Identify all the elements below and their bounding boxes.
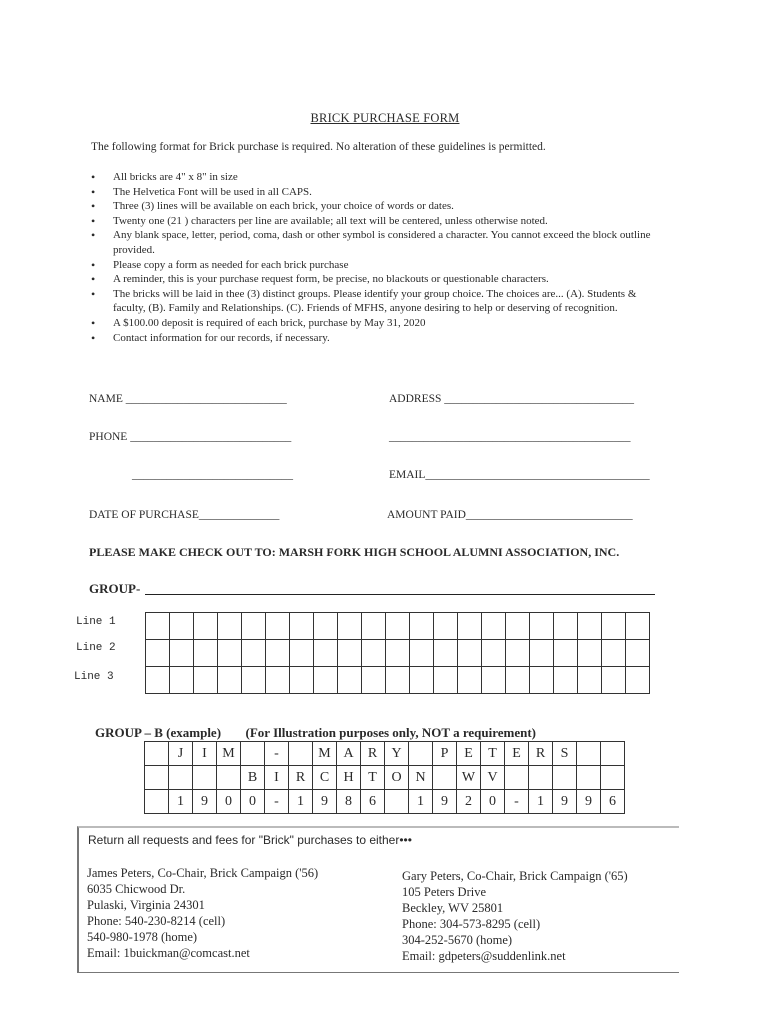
contact-line: 304-252-5670 (home) [402, 933, 513, 947]
example-cell [169, 766, 193, 790]
list-item: • Contact information for our records, if necessary. [91, 331, 671, 346]
example-cell [553, 766, 577, 790]
group-input-line[interactable] [145, 594, 655, 595]
example-cell: M [217, 742, 241, 766]
example-cell [385, 790, 409, 814]
form-title: BRICK PURCHASE FORM [310, 111, 460, 125]
contact-line: Beckley, WV 25801 [402, 901, 504, 915]
example-cell [145, 766, 169, 790]
example-cell [529, 766, 553, 790]
example-cell [505, 766, 529, 790]
list-item: • A reminder, this is your purchase request form, be precise, no blackouts or questionable characters. [91, 272, 671, 287]
table-row [146, 640, 650, 667]
contact-right [402, 868, 628, 964]
example-cell: V [481, 766, 505, 790]
example-cell: R [361, 742, 385, 766]
example-cell: E [505, 742, 529, 766]
example-cell: P [433, 742, 457, 766]
example-cell: 6 [601, 790, 625, 814]
contact-left [87, 865, 318, 961]
list-item: • Any blank space, letter, period, coma, dash or other symbol is considered a character. You cannot exceed the block outline provided. [91, 228, 671, 257]
name-field[interactable]: NAME ____________________________ [89, 393, 287, 405]
example-cell [601, 766, 625, 790]
contact-line: Phone: 540-230-8214 (cell) [87, 914, 226, 928]
example-cell: - [265, 790, 289, 814]
example-cell: M [313, 742, 337, 766]
example-cell: 9 [193, 790, 217, 814]
example-cell: W [457, 766, 481, 790]
example-cell: A [337, 742, 361, 766]
example-cell: 9 [577, 790, 601, 814]
example-tag: (example) [166, 725, 222, 740]
example-cell: S [553, 742, 577, 766]
table-row [145, 790, 625, 814]
example-cell: 1 [529, 790, 553, 814]
example-brick-grid [144, 741, 625, 814]
contact-line: 105 Peters Drive [402, 885, 487, 899]
line-3-label: Line 3 [74, 671, 114, 683]
footer-heading: Return all requests and fees for "Brick" purchases to either••• [88, 833, 412, 847]
address-field[interactable]: ADDRESS _________________________________ [389, 393, 635, 405]
example-cell [409, 742, 433, 766]
example-group-label: GROUP – B [95, 725, 163, 740]
address-line2-field[interactable]: __________________________________________ [389, 431, 631, 443]
contact-line: Pulaski, Virginia 24301 [87, 898, 205, 912]
list-item: • All bricks are 4" x 8" in size [91, 170, 671, 185]
example-cell: 9 [313, 790, 337, 814]
contact-line: Gary Peters, Co-Chair, Brick Campaign ('65) [402, 869, 628, 883]
intro-text: The following format for Brick purchase is required. No alteration of these guidelines is permitted. [91, 141, 546, 153]
list-item: • Please copy a form as needed for each brick purchase [91, 258, 671, 273]
example-cell: 6 [361, 790, 385, 814]
example-cell [145, 790, 169, 814]
line-1-label: Line 1 [76, 616, 116, 628]
table-row [146, 667, 650, 694]
example-cell: - [265, 742, 289, 766]
example-cell: 0 [241, 790, 265, 814]
example-cell: 0 [217, 790, 241, 814]
contact-email[interactable]: Email: 1buickman@comcast.net [87, 946, 250, 960]
brick-entry-grid[interactable] [145, 612, 650, 694]
table-row [146, 613, 650, 640]
contact-line: Phone: 304-573-8295 (cell) [402, 917, 541, 931]
example-cell: T [361, 766, 385, 790]
example-cell: 1 [169, 790, 193, 814]
guidelines-list [91, 170, 671, 345]
example-cell: I [265, 766, 289, 790]
example-cell: - [505, 790, 529, 814]
date-of-purchase-field[interactable]: DATE OF PURCHASE______________ [89, 509, 280, 521]
example-cell: 0 [481, 790, 505, 814]
example-cell: H [337, 766, 361, 790]
line-2-label: Line 2 [76, 642, 116, 654]
list-item: • Three (3) lines will be available on each brick, your choice of words or dates. [91, 199, 671, 214]
example-cell [241, 742, 265, 766]
table-row [145, 742, 625, 766]
example-cell: 1 [409, 790, 433, 814]
example-cell [217, 766, 241, 790]
check-payable-notice: PLEASE MAKE CHECK OUT TO: MARSH FORK HIGH SCHOOL ALUMNI ASSOCIATION, INC. [89, 545, 620, 559]
example-cell [145, 742, 169, 766]
example-note: (For Illustration purposes only, NOT a requirement) [245, 725, 537, 740]
example-cell: T [481, 742, 505, 766]
phone-line2-field[interactable]: ____________________________ [132, 469, 293, 481]
list-item: • The bricks will be laid in thee (3) distinct groups. Please identify your group choice. The choices are... (A). Students & faculty, (B). Family and Relationships. (C). Friends of MFHS, anyone desiring to help or deserving of recognition. [91, 287, 671, 316]
example-cell [577, 742, 601, 766]
example-cell [193, 766, 217, 790]
group-label: GROUP- [89, 581, 141, 596]
example-cell: 1 [289, 790, 313, 814]
example-cell [577, 766, 601, 790]
example-cell [433, 766, 457, 790]
list-item: • Twenty one (21 ) characters per line are available; all text will be centered, unless otherwise noted. [91, 214, 671, 229]
example-cell: 8 [337, 790, 361, 814]
example-cell: C [313, 766, 337, 790]
list-item: • The Helvetica Font will be used in all CAPS. [91, 185, 671, 200]
example-cell: O [385, 766, 409, 790]
example-cell: B [241, 766, 265, 790]
amount-paid-field[interactable]: AMOUNT PAID_____________________________ [387, 509, 633, 521]
example-cell: Y [385, 742, 409, 766]
contact-email[interactable]: Email: gdpeters@suddenlink.net [402, 949, 566, 963]
example-cell: I [193, 742, 217, 766]
list-item: • A $100.00 deposit is required of each brick, purchase by May 31, 2020 [91, 316, 671, 331]
example-cell: 9 [553, 790, 577, 814]
contact-line: James Peters, Co-Chair, Brick Campaign ('56) [87, 866, 319, 880]
example-cell: R [529, 742, 553, 766]
example-cell: E [457, 742, 481, 766]
example-cell: 2 [457, 790, 481, 814]
email-field[interactable]: EMAIL_______________________________________ [389, 469, 650, 481]
contact-line: 540-980-1978 (home) [87, 930, 198, 944]
footer-box [77, 826, 679, 973]
example-cell: 9 [433, 790, 457, 814]
example-cell: N [409, 766, 433, 790]
contact-line: 6035 Chicwood Dr. [87, 882, 186, 896]
example-cell [289, 742, 313, 766]
table-row [145, 766, 625, 790]
example-cell: R [289, 766, 313, 790]
phone-field[interactable]: PHONE ____________________________ [89, 431, 292, 443]
example-cell [601, 742, 625, 766]
example-heading [95, 725, 536, 741]
example-cell: J [169, 742, 193, 766]
